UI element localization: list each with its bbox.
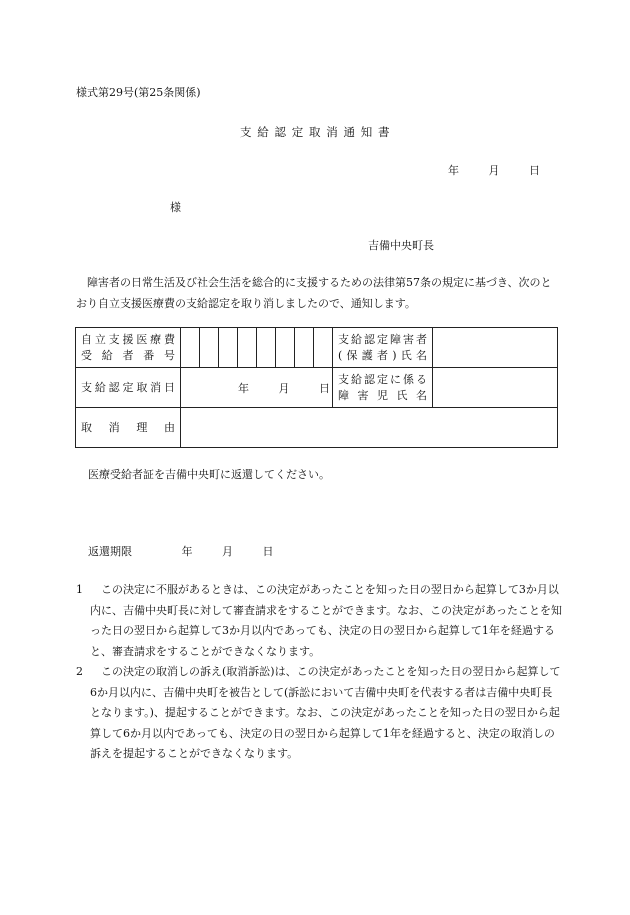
recipient-name-field[interactable] (433, 328, 558, 368)
recipient-name-label: 支給認定障害者 (保護者)氏名 (333, 328, 433, 368)
issue-date-line (448, 162, 540, 178)
child-name-field[interactable] (433, 368, 558, 408)
deadline-year: 年 (181, 545, 193, 558)
certification-table (75, 327, 558, 448)
note-number: 2 (76, 665, 83, 678)
recipient-number-digit[interactable] (314, 328, 333, 368)
recipient-number-digit[interactable] (200, 328, 219, 368)
note-number: 1 (76, 583, 83, 596)
issue-date-month: 月 (488, 164, 500, 177)
child-name-label: 支給認定に係る 障害児氏名 (333, 368, 433, 408)
issue-date-year: 年 (448, 164, 459, 177)
reason-field[interactable] (181, 408, 558, 448)
document-title: 支給認定取消通知書 (240, 125, 396, 139)
addressee-suffix: 様 (170, 201, 181, 214)
reason-label: 取消理由 (76, 408, 181, 448)
issue-date-day: 日 (529, 164, 540, 177)
return-deadline (88, 543, 274, 559)
recipient-number-digit[interactable] (295, 328, 314, 368)
revocation-date-label: 支給認定取消日 (76, 368, 181, 408)
recipient-number-digit[interactable] (276, 328, 295, 368)
recipient-number-digit[interactable] (238, 328, 257, 368)
deadline-day: 日 (262, 545, 274, 558)
return-instruction: 医療受給者証を吉備中央町に返還してください。 (88, 468, 330, 481)
recipient-number-digit[interactable] (257, 328, 276, 368)
recipient-number-digit[interactable] (181, 328, 200, 368)
revocation-date-field[interactable]: 年 月 日 (181, 368, 333, 408)
note-item (76, 662, 562, 765)
table-row (76, 408, 558, 448)
issuer-name: 吉備中央町長 (368, 239, 434, 252)
deadline-month: 月 (222, 545, 233, 558)
recipient-number-label: 自立支援医療費 受給者番号 (76, 328, 181, 368)
recipient-number-digit[interactable] (219, 328, 238, 368)
note-text: この決定の取消しの訴え(取消訴訟)は、この決定があったことを知った日の翌日から起算して6か月以内に、吉備中央町を被告として(訴訟において吉備中央町を代表する者は吉備中央町長となります。)、提起することができます。なお、この決定があったことを知った日の翌日から起算して6か月以内であっても、決定の日の翌日から起算して1年を経過すると、決定の取消しの訴えを提起することができなくなります。 (90, 665, 561, 760)
table-row (76, 368, 558, 408)
note-item (76, 580, 562, 662)
intro-paragraph: 障害者の日常生活及び社会生活を総合的に支援するための法律第57条の規定に基づき、次のとおり自立支援医療費の支給認定を取り消しましたので、通知します。 (76, 276, 552, 310)
note-text: この決定に不服があるときは、この決定があったことを知った日の翌日から起算して3か月以内に、吉備中央町長に対して審査請求をすることができます。なお、この決定があったことを知った日の翌日から起算して3か月以内であっても、決定の日の翌日から起算して1年を経過すると、審査請求をすることができなくなります。 (90, 583, 563, 658)
form-number: 様式第29号(第25条関係) (76, 86, 201, 99)
deadline-label: 返還期限 (88, 545, 132, 558)
table-row (76, 328, 558, 368)
